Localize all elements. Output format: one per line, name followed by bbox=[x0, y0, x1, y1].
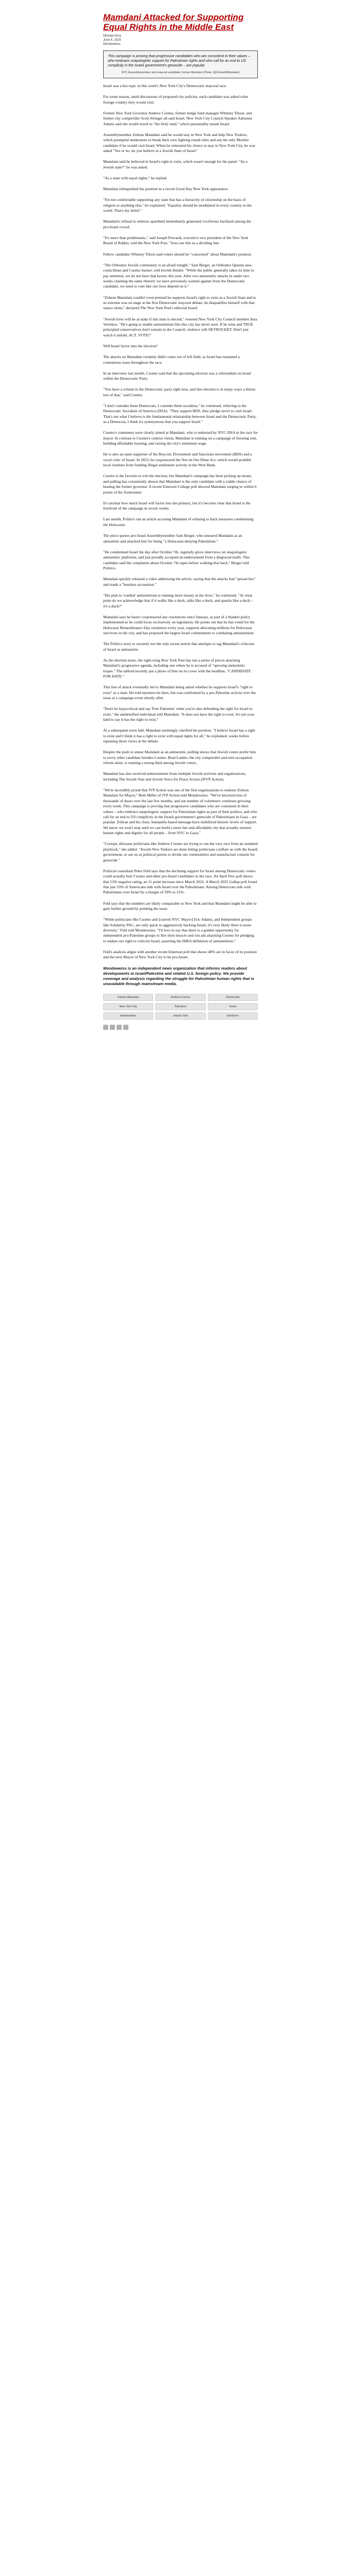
tag-list bbox=[103, 994, 258, 1020]
summary-photo-credit: NYC Assemblymember and mayoral candidate Zohran Mamdani (Photo: @ZohranKMamdani) bbox=[121, 71, 240, 74]
author: Michael Arria bbox=[103, 35, 121, 38]
article-paragraph: It's unclear how much Israel will factor into the primary, but it's become clear that Israel is the forefront of the campaign in recent weeks. bbox=[103, 500, 251, 511]
article-paragraph: "His plan to 'combat' antisemitism is running more money at the Jews," he continued. "At what point do we acknowledge that if it walks like a duck, talks like a duck, and quacks like a duck – it's a duck?" bbox=[103, 592, 253, 608]
article-paragraph: "Zohran Mamdani couldn't even pretend he supports Israel's right to exist as a Jewish State and is so extreme was on stage at the first Democratic mayoral debate, he disqualifies himself with that stance alone," declared The New York Post's editorial board. bbox=[103, 295, 256, 311]
article-paragraph: Feld's analysis aligns with another recent Emerson poll that shows 48% are in favor of its position and the next Mayor of New York City to be pro-Israel. bbox=[103, 950, 257, 960]
tag-button[interactable]: New York City bbox=[103, 1003, 153, 1010]
tag-button[interactable]: Palestine bbox=[155, 1003, 205, 1010]
article-paragraph: "The Orthodox Jewish community is an afraid tonight," Sam Berger, an Orthodox Queens area councilman and Cuomo backer, told Jewish Insider. "While the public generally takes its time to pay attention, we do not have that luxury this year. After two antisemitic attacks in under two weeks claiming the same rhetoric we have previously warned against from the Democratic candidate, we need to vote like our lives depend on it." bbox=[103, 262, 254, 289]
article-paragraph: Fellow candidate Whitney Tilson said voters should be "concerned" about Mamdani's position. bbox=[103, 251, 252, 257]
tag-button[interactable]: Andrew Cuomo bbox=[155, 994, 205, 1001]
tag-button[interactable]: Antisemitism bbox=[103, 1012, 153, 1020]
tag-button[interactable]: Democrats bbox=[208, 994, 258, 1001]
article-paragraph: The Politico story is certainly not the only recent article that attempts to tag Mamdani's criticism of Israel as antisemitic. bbox=[103, 641, 255, 652]
date: June 6, 2025 bbox=[103, 39, 121, 42]
article-body bbox=[103, 83, 258, 960]
tag-button[interactable]: Zohran Mamdani bbox=[103, 994, 153, 1001]
article-paragraph: He is also an open supporter of the Boycott, Divestment and Sanctions movement (BDS) and a vocal critic of Israel. In 2023, he cosponsored the Not on Our Dime Act, which would prohibit local charities from funding illegal settlement activity in the West Bank. bbox=[103, 452, 252, 468]
article-paragraph: Mamdani said he believed in Israel's right to exist, which wasn't enough for the panel: "As a Jewish state?" he was asked. bbox=[103, 159, 248, 170]
article-paragraph: Cuomo's comments were clearly aimed at Mamdani, who is endorsed by NYC-DSA in the race for mayor. In contrast to Cuomo's centrist vision, Mamdani is running on a campaign of freezing rent, building affordable housing, and raising the city's minimum wage. bbox=[103, 430, 258, 446]
article-paragraph: Israel was a hot topic in this week's New York City's Democratic mayoral race. bbox=[103, 83, 227, 88]
summary-text: This campaign is proving that progressive candidates who are consistent in their values – who embrace unapologetic support for Palestinian rights and who call for an end to US complicity in the Israeli government's genocide – are popular. bbox=[108, 55, 251, 67]
article-paragraph: As the election nears, the right-wing New York Post has run a series of pieces attacking Mamdani's progressive agenda, including one where he is accused of "spewing antisemitic tropes." The tabloid recently put a photo of him on its cover with the headline, "CANDIDATE FOR HATE." bbox=[103, 657, 251, 679]
article-title[interactable]: Mamdani Attacked for Supporting Equal Rights in the Middle East bbox=[103, 12, 244, 32]
article-paragraph: For some reason, amid discussions of proposed city policies, each candidate was asked what foreign country they would visit. bbox=[103, 94, 248, 105]
article-paragraph: The piece quotes pro-Israel Assemblymember Sam Berger, who smeared Mamdani as an antisemite and attacked him for being "a Holocaust-denying Palestinian." bbox=[103, 533, 242, 544]
publication-endnote: Mondoweiss is an independent news organization that informs readers about developments in Israel/Palestine and related U.S. foreign policy. We provide coverage and analysis regarding the struggle for Palestinian human rights that is unavailable through mainstream media. bbox=[103, 965, 254, 986]
article-paragraph: "Corrupt, dinosaur politicians like Andrew Cuomo are trying to run the very race from an outdated playbook," she added. "Jewish New Yorkers are done letting politicians conflate us with the Israeli government, or use us as political pawns to divide our communities and manufacture consent for genocide." bbox=[103, 841, 258, 862]
share-bar bbox=[103, 1025, 258, 1030]
article-paragraph: "He condemned Israel the day after October 7th, regularly gives interviews on unapologetic antisemitic platforms, and just proudly accepted an endorsement from a disgraced mufti. This candidate said the complaints about October 7th rapes before walking that back," Berger told Politico. bbox=[103, 549, 250, 570]
summary-box bbox=[103, 50, 258, 78]
article-paragraph: In an interview last month, Cuomo said that the upcoming election was a referendum on Israel within the Democratic Party. bbox=[103, 370, 251, 381]
tag-button[interactable]: Elections bbox=[208, 1012, 258, 1020]
article-paragraph: This line of attack eventually led to Mamdani being asked whether he supports Israel's "right to exist" as a state. He told reporters he does, but was confronted by a pro-Palestine activist over the issue at a campaign event shortly after. bbox=[103, 685, 256, 701]
article-paragraph: "It's more than problematic," said Joseph Potvarik, executive vice president of the New York Board of Rabbis, told the New York Post. "Jews see this as a dividing line. bbox=[103, 235, 249, 246]
article-paragraph: "We're incredibly proud that JVP Action was one of the first organizations to endorse Zohran Mamdani for Mayor," Beth Miller of JVP Action told Mondoweiss. "We've knocked tens of thousands of doors over the last few months, and our number of volunteers continues growing every week. This campaign is proving that progressive candidates who are consistent in their values – who embrace unapologetic support for Palestinian rights as part of their politics, and who call for an end to US complicity in the Israeli government's genocide of Palestinians in Gaza – are popular. Zohran and his close, humanely-based message have mobilized historic levels of support. We know we won't stop until we can build a more fair and affordable city that actually ensures human rights and dignity for all people – from NYC to Gaza." bbox=[103, 787, 257, 836]
tag-button[interactable]: Israel bbox=[208, 1003, 258, 1010]
article-paragraph: Mamdani has also received endorsements from multiple Jewish activists and organizations, including The Jewish Vote and Jewish Voice for Peace Action (JFVP Action). bbox=[103, 771, 247, 782]
article-paragraph: At a subsequent town hall, Mamdani seemingly clarified his position. "I believe Israel has a right to exist and I think it has a right to exist with equal rights for all," he explained, weeks before repeating those views at the debate. bbox=[103, 728, 255, 744]
article-paragraph: Cuomo is the favorite to win the election, but Mamdani's campaign has been picking up steam, and polling has consistently shown that Mamdani is the only candidate with a viable chance of beating the former governor. A recent Emerson College poll showed Mamdani surging to within 6 points of the frontrunner. bbox=[103, 473, 257, 495]
article-paragraph: Former New York Governor Andrew Cuomo, former hedge fund manager Whitney Tilson, and former city comptroller Scott Stringer all said Israel. New York City Council Speaker Adrienne Adams said she would travel to "the Holy land," which presumably meant Israel. bbox=[103, 110, 253, 126]
article-paragraph: "Jewish lives will be at stake if this man is elected," tweeted New York City Council member Inna Vernikov. "He's going to enable antisemitism like this city has never seen. If he wins and TRUE principled conservatives don't remain in the Council, violence will SKYROCKET. Don't just watch it unfold. ACT. VOTE!" bbox=[103, 316, 257, 337]
publication: Mondoweiss bbox=[103, 43, 121, 46]
share-icon[interactable] bbox=[117, 1025, 122, 1030]
article-paragraph: Despite the push to smear Mamdani as an antisemite, polling shows that Jewish voters prefer him to every other candidate besides Cuomo. Brad Lander, the city comptroller and rent-occupation reform alum, is running a strong third among Jewish voters. bbox=[103, 750, 256, 766]
article-column bbox=[103, 0, 258, 1035]
byline bbox=[103, 34, 258, 46]
article-paragraph: "As a state with equal rights," he replied. bbox=[103, 175, 168, 180]
article-paragraph: The attacks on Mamdani certainly didn't come out of left field, as Israel has remained a contentious issue throughout the race. bbox=[103, 354, 240, 365]
article-paragraph: Feld says that the numbers are likely comparable to New York and that Mamdani might be able to gain further ground by pointing the issue. bbox=[103, 901, 257, 911]
article-paragraph: "You have a schism in the Democratic party right now, and this election is in many ways a litmus test of that," said Cuomo. bbox=[103, 387, 256, 397]
article-paragraph: "I don't consider them Democrats, I consider them socialists," he continued, referring to the Democratic Socialists of America (DSA). "They support BDS, they pledge never to visit Israel. That's not what I believe is the fundamental relationship between Israel and the Democratic Party, as a Democrat, I think it's synonymous that you support Israel." bbox=[103, 403, 257, 425]
article-paragraph: Mamdani's refusal to endorse apartheid immediately generated vociferous backlash among the pro-Israel crowd. bbox=[103, 219, 251, 229]
article-paragraph: Will Israel factor into the election? bbox=[103, 343, 158, 348]
article-paragraph: Last month, Politico ran an article accusing Mamdani of refusing to back measures condemning the Holocaust. bbox=[103, 517, 254, 527]
article-paragraph: Mamdani quickly released a video addressing the article, saying that the attacks had "spread lies" and made a "baseless accusation." bbox=[103, 577, 256, 587]
share-icon[interactable] bbox=[103, 1025, 108, 1030]
article-paragraph: Assemblymember Zohran Mamdani said he would stay in New York and help New Yorkers, which prompted moderators to break their own fighting round rules and ask the only Muslim candidate if he would visit Israel. When he reiterated his choice to stay in New York City, he was asked "Yes or no, do you believe in a Jewish State of Israel." bbox=[103, 132, 255, 154]
article-paragraph: Political consultant Peter Feld says that the declining support for Israel among Democratic voters could actually hurt Cuomo and other pro-Israel candidates in the race. An April Pew poll shows that 53% negative rating, an 11 point increase since March 2022. A March 2025 Gallup poll found that just 33% of Americans side with Israel over the Palestinians. Among Democrats side with Palestinians over Israel by a margin of 59% to 21%. bbox=[103, 868, 257, 895]
share-icon[interactable] bbox=[123, 1025, 128, 1030]
article-paragraph: "I'm not comfortable supporting any state that has a hierarchy of citizenship on the basis of religion or anything else," he explained. "Equality should be modulated in every country in the world. That's my belief." bbox=[103, 197, 252, 213]
article-paragraph: "While politicians like Cuomo and [current NYC Mayor] Eric Adams, and Independent groups like Solidarity PAC, are only quick to aggressively backing Israel, it's very likely there is more diversity," Feld told Mondoweiss. "I'd love to say that there is a golden opportunity for independent pro-Palestine groups to flex their muscle and run ads attacking Cuomo for pledging to endure our right to criticize Israel, asserting the IHRA definition of antisemitism." bbox=[103, 917, 254, 943]
share-icon[interactable] bbox=[110, 1025, 115, 1030]
tag-button[interactable]: Jewish Vote bbox=[155, 1012, 205, 1020]
article-paragraph: Mamdani says he hasn't cosponsored any resolutions since January, as part of a blanket policy implemented so he could focus exclusively on legislation. He points out that he has voted for the Holocaust Remembrance Day resolution every year, supports allocating millions for Holocaust survivors in the city, and has proposed the largest Israel commitment to combating antisemitism. bbox=[103, 614, 255, 635]
article-paragraph: "Don't be hypocritical and say 'Free Palestine' when you're also defending the right for Israel to exist," the unidentified individual told Mamdani. "It does not have the right to exist. It's not your land to say it has the right to exist." bbox=[103, 706, 255, 722]
article-paragraph: Mamdani relinquished his position in a recent Good Day New York appearance: bbox=[103, 187, 229, 192]
